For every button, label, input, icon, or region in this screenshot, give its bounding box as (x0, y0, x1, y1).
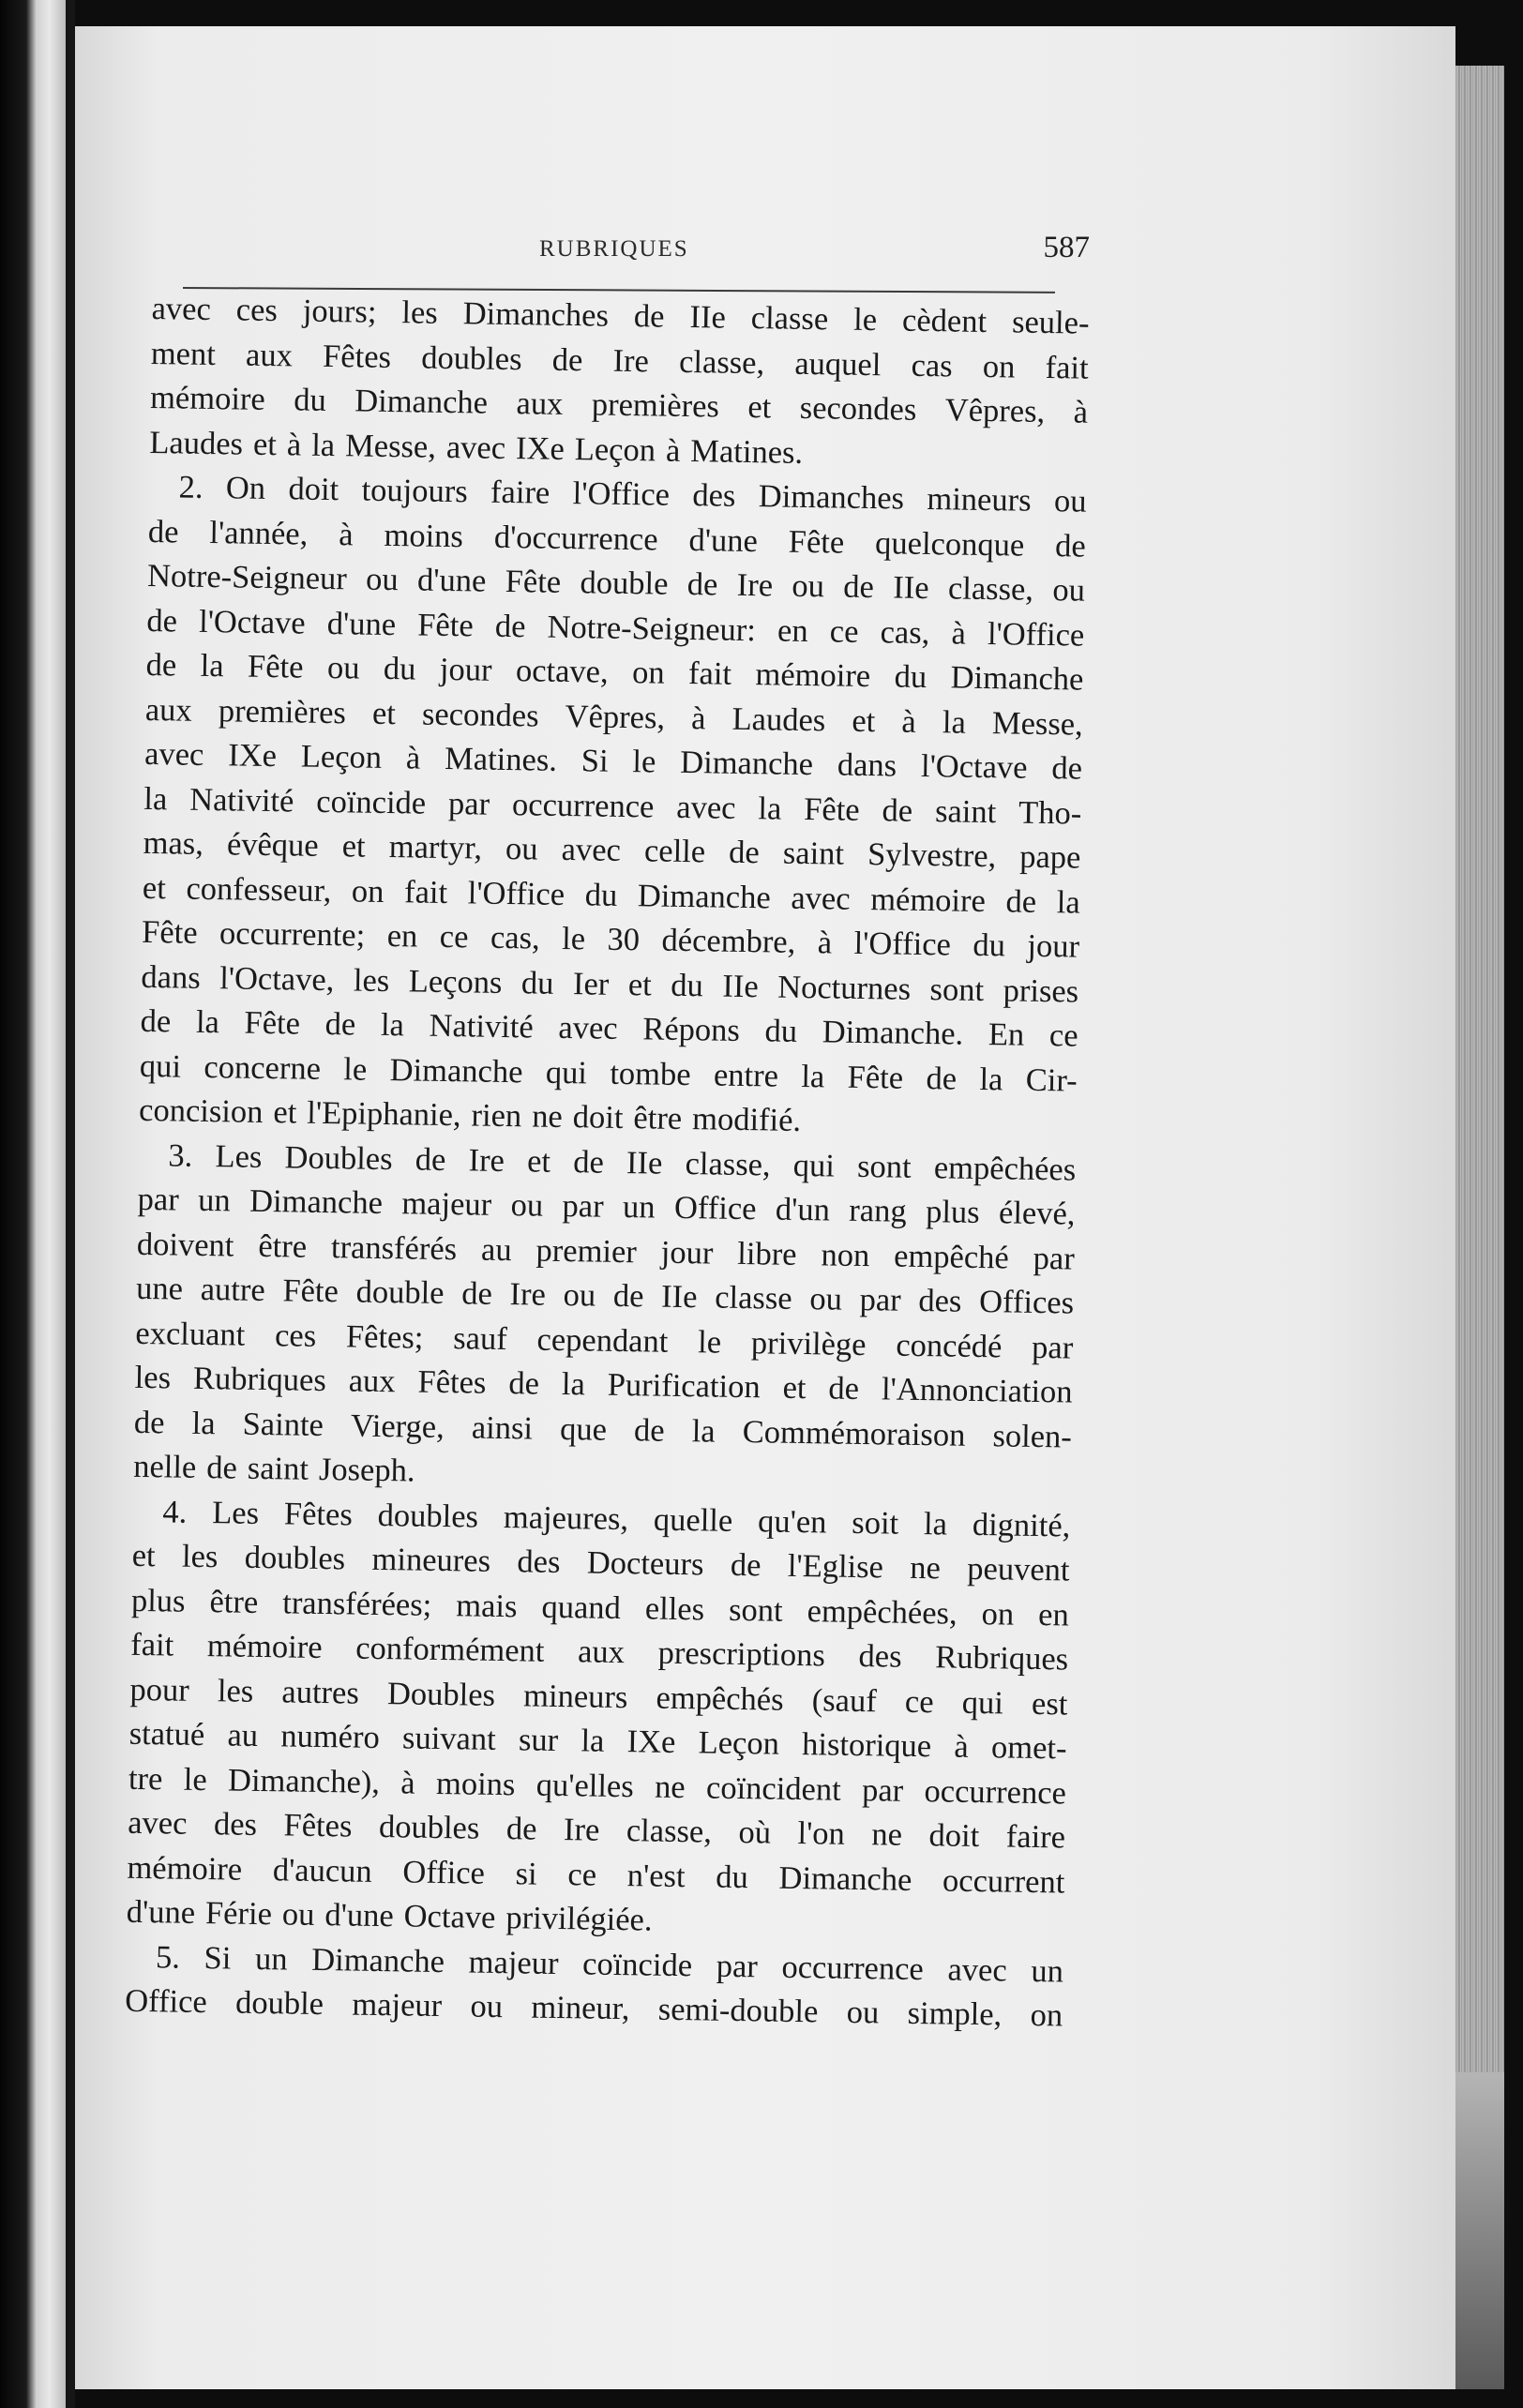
text-line: la Nativité coïncide par occurrence avec la Fête de saint Tho- (143, 780, 1082, 832)
body-text (125, 287, 1090, 2039)
book-gutter (66, 0, 75, 2408)
page-number: 587 (1043, 231, 1090, 264)
text-line: avec ces jours; les Dimanches de IIe classe le cèdent seule- (151, 290, 1090, 341)
text-line: de la Sainte Vierge, ainsi que de la Commémoraison solen- (133, 1404, 1073, 1455)
text-line: pour les autres Doubles mineurs empêchés (sauf ce qui est (129, 1671, 1068, 1723)
text-line: mas, évêque et martyr, ou avec celle de saint Sylvestre, pape (143, 824, 1081, 876)
text-line: fait mémoire conformément aux prescriptions des Rubriques (129, 1626, 1069, 1678)
text-line: d'une Férie ou d'une Octave privilégiée. (126, 1893, 653, 1938)
text-line: et les doubles mineures des Docteurs de l'Eglise ne peuvent (131, 1537, 1070, 1588)
text-line: mémoire d'aucun Office si ce n'est du Dimanche occurrent (127, 1849, 1065, 1900)
text-line: par un Dimanche majeur ou par un Office d'un rang plus élevé, (137, 1181, 1076, 1232)
text-line: Laudes et à la Messe, avec IXe Leçon à Matines. (149, 424, 804, 471)
page-stack-shadow (1455, 2072, 1504, 2389)
text-line: ment aux Fêtes doubles de Ire classe, auquel cas on fait (150, 335, 1089, 386)
text-line: 3. Les Doubles de Ire et de IIe classe, qui sont empêchées (168, 1136, 1077, 1188)
text-line: Notre-Seigneur ou d'une Fête double de Ire ou de IIe classe, ou (146, 557, 1086, 609)
text-line: dans l'Octave, les Leçons du Ier et du IIe Nocturnes sont prises (141, 958, 1079, 1010)
text-line: 4. Les Fêtes doubles majeures, quelle qu'en soit la dignité, (162, 1493, 1071, 1544)
text-line: de l'année, à moins d'occurrence d'une Fête quelconque de (147, 513, 1087, 564)
text-line: Fête occurrente; en ce cas, le 30 décembre, à l'Office du jour (141, 913, 1080, 965)
text-line: les Rubriques aux Fêtes de la Purification et de l'Annonciation (134, 1359, 1073, 1410)
text-line: doivent être transférés au premier jour libre non empêché par (136, 1226, 1076, 1277)
text-line: avec IXe Leçon à Matines. Si le Dimanche dans l'Octave de (143, 735, 1083, 787)
text-line: de la Fête de la Nativité avec Répons du Dimanche. En ce (140, 1002, 1078, 1054)
page-header (159, 233, 1088, 279)
text-line: de la Fête ou du jour octave, on fait mémoire du Dimanche (145, 646, 1084, 698)
text-line: mémoire du Dimanche aux premières et secondes Vêpres, à (149, 379, 1089, 430)
text-line: 5. Si un Dimanche majeur coïncide par occurrence avec un (155, 1938, 1064, 1989)
text-line: de l'Octave d'une Fête de Notre-Seigneur: en ce cas, à l'Office (146, 602, 1085, 654)
text-line: tre le Dimanche), à moins qu'elles ne coïncident par occurrence (128, 1760, 1067, 1812)
text-line: excluant ces Fêtes; sauf cependant le privilège concédé par (135, 1315, 1074, 1366)
text-line: nelle de saint Joseph. (132, 1448, 415, 1489)
text-line: aux premières et secondes Vêpres, à Laudes et à la Messe, (144, 691, 1084, 743)
text-line: plus être transférées; mais quand elles sont empêchées, on en (130, 1582, 1070, 1633)
page-stack-edge (1455, 66, 1504, 2072)
text-line: avec des Fêtes doubles de Ire classe, où l'on ne doit faire (127, 1804, 1066, 1856)
text-line: une autre Fête double de Ire ou de IIe classe ou par des Offices (135, 1270, 1075, 1321)
facing-page-edge (0, 0, 66, 2408)
running-title: RUBRIQUES (539, 236, 689, 262)
text-line: qui concerne le Dimanche qui tombe entre la Fête de la Cir- (139, 1047, 1078, 1099)
text-line: Office double majeur ou mineur, semi-double ou simple, on (124, 1982, 1063, 2034)
text-line: statué au numéro suivant sur la IXe Leçon historique à omet- (128, 1715, 1067, 1767)
text-line: 2. On doit toujours faire l'Office des Dimanches mineurs ou (178, 469, 1087, 519)
text-line: concision et l'Epiphanie, rien ne doit être modifié. (138, 1091, 802, 1138)
text-line: et confesseur, on fait l'Office du Dimanche avec mémoire de la (142, 869, 1081, 921)
